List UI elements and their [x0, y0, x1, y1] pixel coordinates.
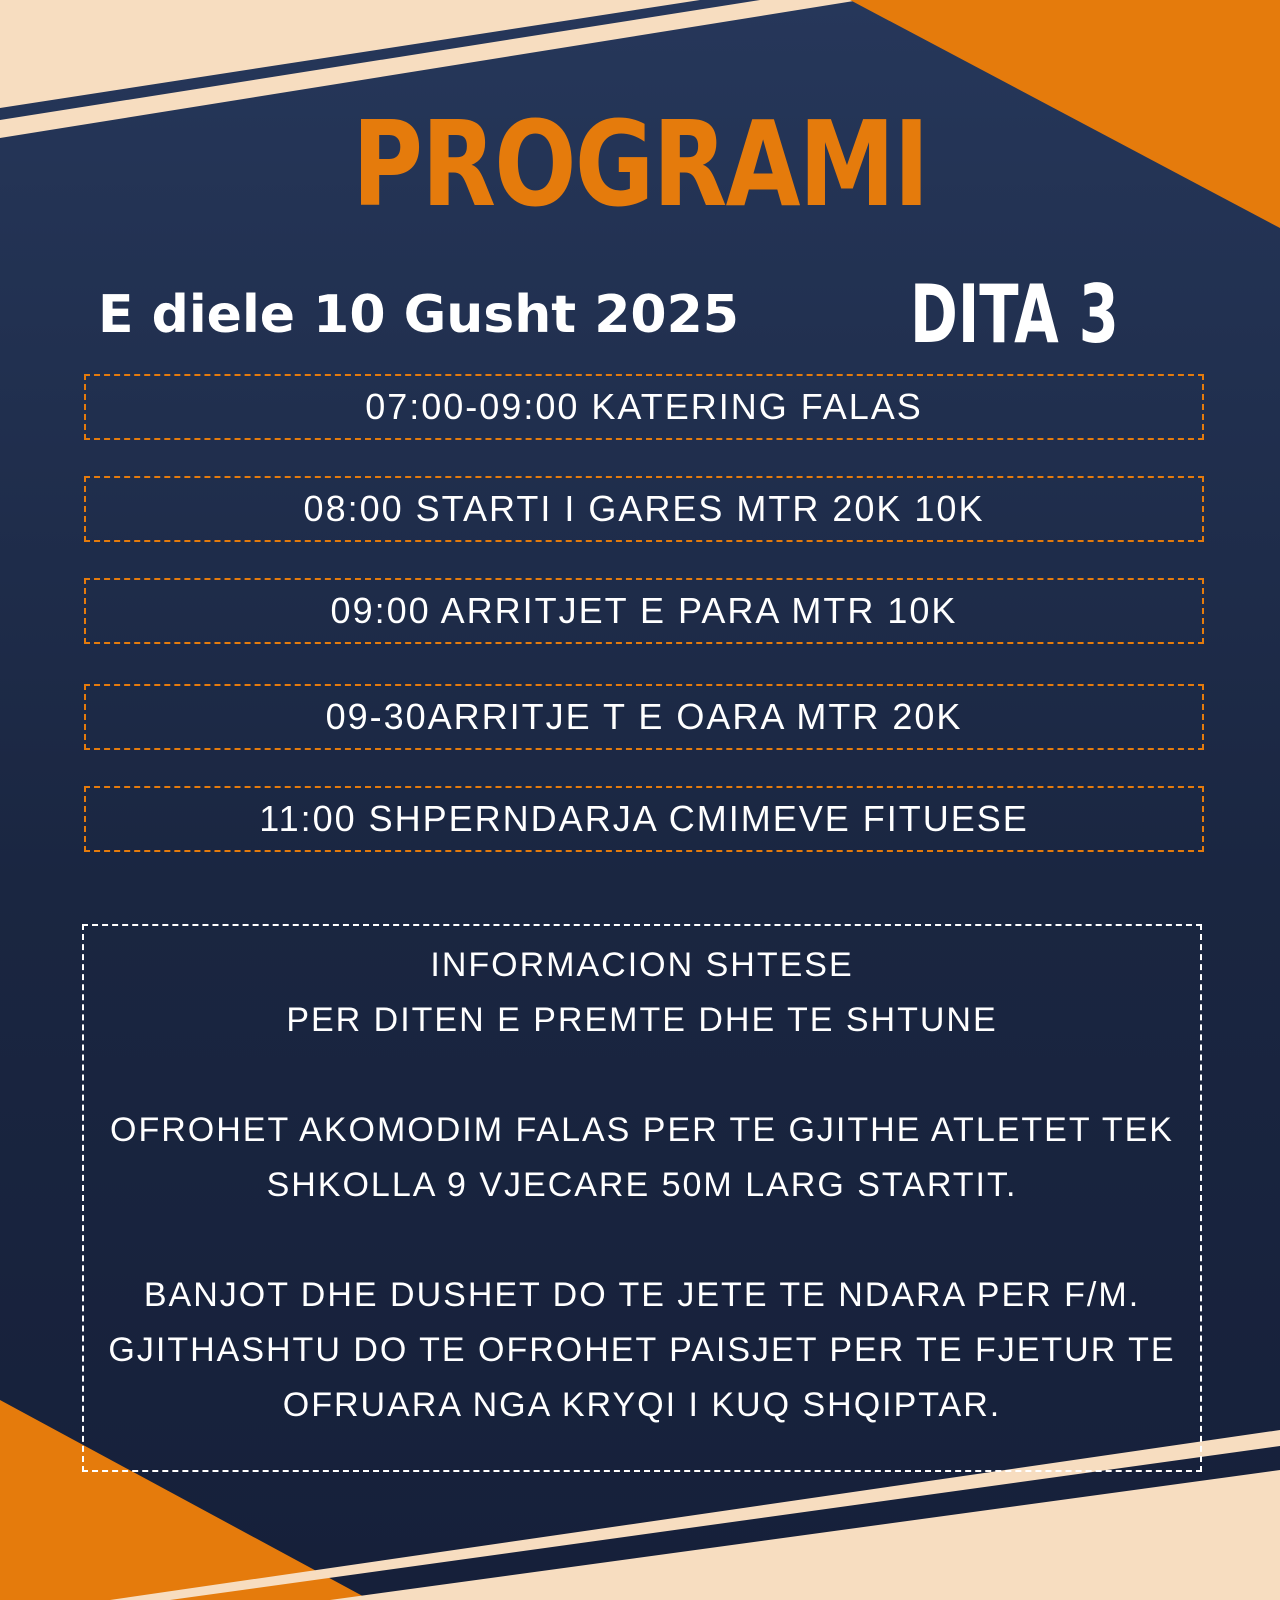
info-accommodation-line-1: OFROHET AKOMODIM FALAS PER TE GJITHE ATLETET TEK [110, 1111, 1174, 1149]
event-date: E diele 10 Gusht 2025 [98, 285, 739, 345]
info-subheading: PER DITEN E PREMTE DHE TE SHTUNE [286, 1001, 998, 1039]
schedule-item: 09-30ARRITJE T E OARA MTR 20K [84, 684, 1204, 750]
info-facilities-line-1: BANJOT DHE DUSHET DO TE JETE TE NDARA PER F/M. [143, 1276, 1141, 1314]
schedule-item: 07:00-09:00 KATERING FALAS [84, 374, 1204, 440]
schedule-item: 11:00 SHPERNDARJA CMIMEVE FITUESE [84, 786, 1204, 852]
day-label: DITA 3 [910, 268, 1119, 361]
info-heading: INFORMACION SHTESE [430, 946, 854, 984]
info-box [82, 924, 1202, 1472]
info-accommodation-line-2: SHKOLLA 9 VJECARE 50M LARG STARTIT. [266, 1166, 1018, 1204]
schedule-item: 08:00 STARTI I GARES MTR 20K 10K [84, 476, 1204, 542]
info-facilities-line-2: GJITHASHTU DO TE OFROHET PAISJET PER TE FJETUR TE [108, 1331, 1176, 1369]
page-title: PROGRAMI [352, 95, 928, 233]
schedule-item: 09:00 ARRITJET E PARA MTR 10K [84, 578, 1204, 644]
info-facilities-line-3: OFRUARA NGA KRYQI I KUQ SHQIPTAR. [282, 1386, 1002, 1424]
